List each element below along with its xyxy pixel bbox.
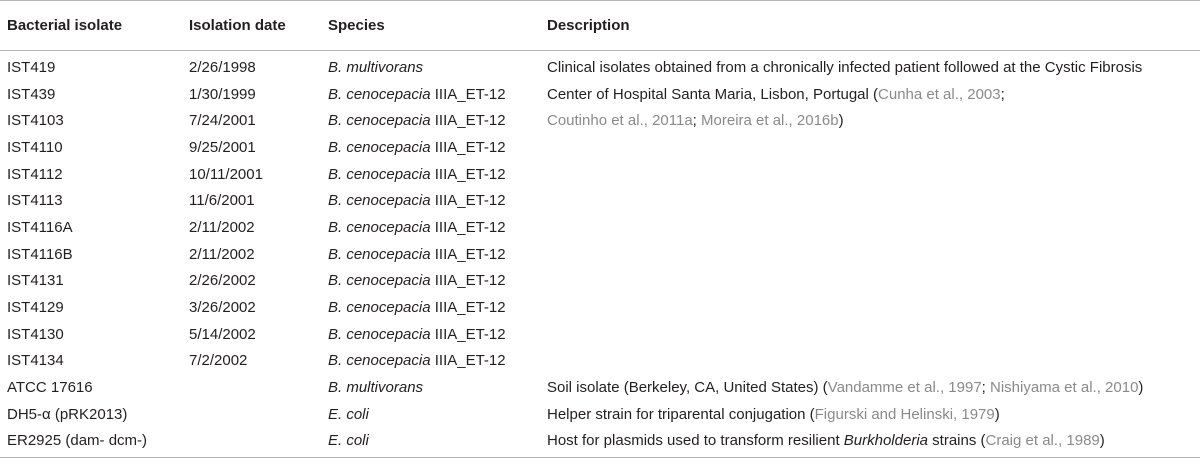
cell-isolate: DH5-α (pRK2013) xyxy=(7,405,128,423)
cell-species xyxy=(328,272,547,289)
cell-isolate: IST4134 xyxy=(7,352,64,370)
species-strain: IIIA_ET-12 xyxy=(430,112,506,130)
cell-species xyxy=(328,326,547,343)
description-text: Clinical isolates obtained from a chronically infected patient followed at the Cystic Fibrosis xyxy=(547,58,1143,76)
citation-link[interactable]: Figurski and Helinski, 1979 xyxy=(814,405,995,423)
table-row xyxy=(0,81,1200,108)
description-text: Center of Hospital Santa Maria, Lisbon, Portugal ( xyxy=(547,85,879,103)
description-text: strains ( xyxy=(928,432,986,450)
cell-date: 2/11/2002 xyxy=(189,218,255,236)
citation-link[interactable]: Coutinho et al., 2011a xyxy=(547,112,693,130)
cell-species xyxy=(328,406,547,423)
table-row xyxy=(0,241,1200,268)
table-row xyxy=(0,428,1200,455)
table-row xyxy=(0,401,1200,428)
cell-species xyxy=(328,299,547,316)
cell-isolate: ATCC 17616 xyxy=(7,379,93,397)
description-text: ; xyxy=(1000,85,1005,103)
species-name: B. cenocepacia xyxy=(328,299,431,317)
cell-isolate: IST4131 xyxy=(7,272,64,290)
cell-date: 7/2/2002 xyxy=(189,352,248,370)
citation-link[interactable]: Moreira et al., 2016b xyxy=(701,112,839,130)
cell-isolate: IST4116B xyxy=(7,245,73,263)
species-strain: IIIA_ET-12 xyxy=(430,138,506,156)
species-name: E. coli xyxy=(328,432,369,450)
cell-description xyxy=(547,112,1200,129)
cell-species xyxy=(328,139,547,156)
cell-isolate: ER2925 (dam- dcm-) xyxy=(7,432,148,450)
description-text: Burkholderia xyxy=(843,432,928,450)
cell-isolate: IST439 xyxy=(7,85,56,103)
description-text: Soil isolate (Berkeley, CA, United States) ( xyxy=(547,379,828,397)
cell-species xyxy=(328,219,547,236)
table-header xyxy=(0,1,1200,50)
cell-isolate: IST419 xyxy=(7,58,56,76)
species-name: B. cenocepacia xyxy=(328,272,431,290)
description-text: ; xyxy=(981,379,990,397)
species-name: B. multivorans xyxy=(328,379,424,397)
cell-date: 5/14/2002 xyxy=(189,325,256,343)
table-row xyxy=(0,54,1200,81)
cell-species xyxy=(328,192,547,209)
cell-isolate: IST4113 xyxy=(7,192,63,210)
table-row xyxy=(0,348,1200,375)
species-name: B. multivorans xyxy=(328,58,424,76)
cell-species xyxy=(328,246,547,263)
species-name: E. coli xyxy=(328,405,369,423)
cell-date: 7/24/2001 xyxy=(189,112,256,130)
cell-species xyxy=(328,352,547,369)
species-name: B. cenocepacia xyxy=(328,138,431,156)
table-row xyxy=(0,107,1200,134)
description-text: ) xyxy=(1099,432,1105,450)
cell-description xyxy=(547,406,1200,423)
cell-date: 2/26/2002 xyxy=(189,272,256,290)
cell-date: 9/25/2001 xyxy=(189,138,256,156)
cell-isolate: IST4103 xyxy=(7,112,64,130)
species-name: B. cenocepacia xyxy=(328,218,431,236)
table-row xyxy=(0,161,1200,188)
cell-date: 2/26/1998 xyxy=(189,58,256,76)
cell-date: 11/6/2001 xyxy=(189,192,255,210)
species-strain: IIIA_ET-12 xyxy=(430,218,506,236)
table-row xyxy=(0,268,1200,295)
species-strain: IIIA_ET-12 xyxy=(430,245,506,263)
description-text: ) xyxy=(838,112,844,130)
species-name: B. cenocepacia xyxy=(328,85,431,103)
species-name: B. cenocepacia xyxy=(328,245,431,263)
description-text: ; xyxy=(692,112,702,130)
header-species: Species xyxy=(328,17,385,34)
description-text: ) xyxy=(1138,379,1144,397)
bottom-rule xyxy=(0,457,1200,458)
description-text: ) xyxy=(994,405,1000,423)
table-row xyxy=(0,187,1200,214)
header-isolate: Bacterial isolate xyxy=(7,17,123,34)
cell-date: 2/11/2002 xyxy=(189,245,255,263)
cell-description xyxy=(547,59,1200,76)
cell-species xyxy=(328,166,547,183)
cell-isolate: IST4129 xyxy=(7,299,64,317)
species-name: B. cenocepacia xyxy=(328,352,431,370)
cell-description xyxy=(547,432,1200,449)
table-row xyxy=(0,374,1200,401)
cell-isolate: IST4110 xyxy=(7,138,63,156)
table-row xyxy=(0,294,1200,321)
species-strain: IIIA_ET-12 xyxy=(430,272,506,290)
species-strain: IIIA_ET-12 xyxy=(430,165,506,183)
cell-isolate: IST4130 xyxy=(7,325,64,343)
cell-species xyxy=(328,379,547,396)
cell-species xyxy=(328,59,547,76)
species-strain: IIIA_ET-12 xyxy=(430,299,506,317)
species-name: B. cenocepacia xyxy=(328,192,431,210)
citation-link[interactable]: Craig et al., 1989 xyxy=(985,432,1100,450)
species-name: B. cenocepacia xyxy=(328,112,431,130)
table-row xyxy=(0,134,1200,161)
cell-species xyxy=(328,86,547,103)
species-name: B. cenocepacia xyxy=(328,165,431,183)
description-text: Host for plasmids used to transform resilient xyxy=(547,432,844,450)
cell-date: 3/26/2002 xyxy=(189,299,256,317)
description-text: Helper strain for triparental conjugation ( xyxy=(547,405,815,423)
table-row xyxy=(0,321,1200,348)
cell-isolate: IST4116A xyxy=(7,218,73,236)
cell-isolate: IST4112 xyxy=(7,165,63,183)
citation-link[interactable]: Vandamme et al., 1997 xyxy=(827,379,982,397)
header-description: Description xyxy=(547,17,630,34)
species-strain: IIIA_ET-12 xyxy=(430,352,506,370)
citation-link[interactable]: Nishiyama et al., 2010 xyxy=(990,379,1139,397)
citation-link[interactable]: Cunha et al., 2003 xyxy=(878,85,1001,103)
cell-species xyxy=(328,112,547,129)
cell-date: 1/30/1999 xyxy=(189,85,256,103)
cell-description xyxy=(547,379,1200,396)
species-strain: IIIA_ET-12 xyxy=(430,192,506,210)
cell-species xyxy=(328,432,547,449)
table-row xyxy=(0,214,1200,241)
cell-date: 10/11/2001 xyxy=(189,165,263,183)
species-strain: IIIA_ET-12 xyxy=(430,325,506,343)
species-name: B. cenocepacia xyxy=(328,325,431,343)
species-strain: IIIA_ET-12 xyxy=(430,85,506,103)
table-body xyxy=(0,51,1200,457)
header-date: Isolation date xyxy=(189,17,286,34)
cell-description xyxy=(547,86,1200,103)
